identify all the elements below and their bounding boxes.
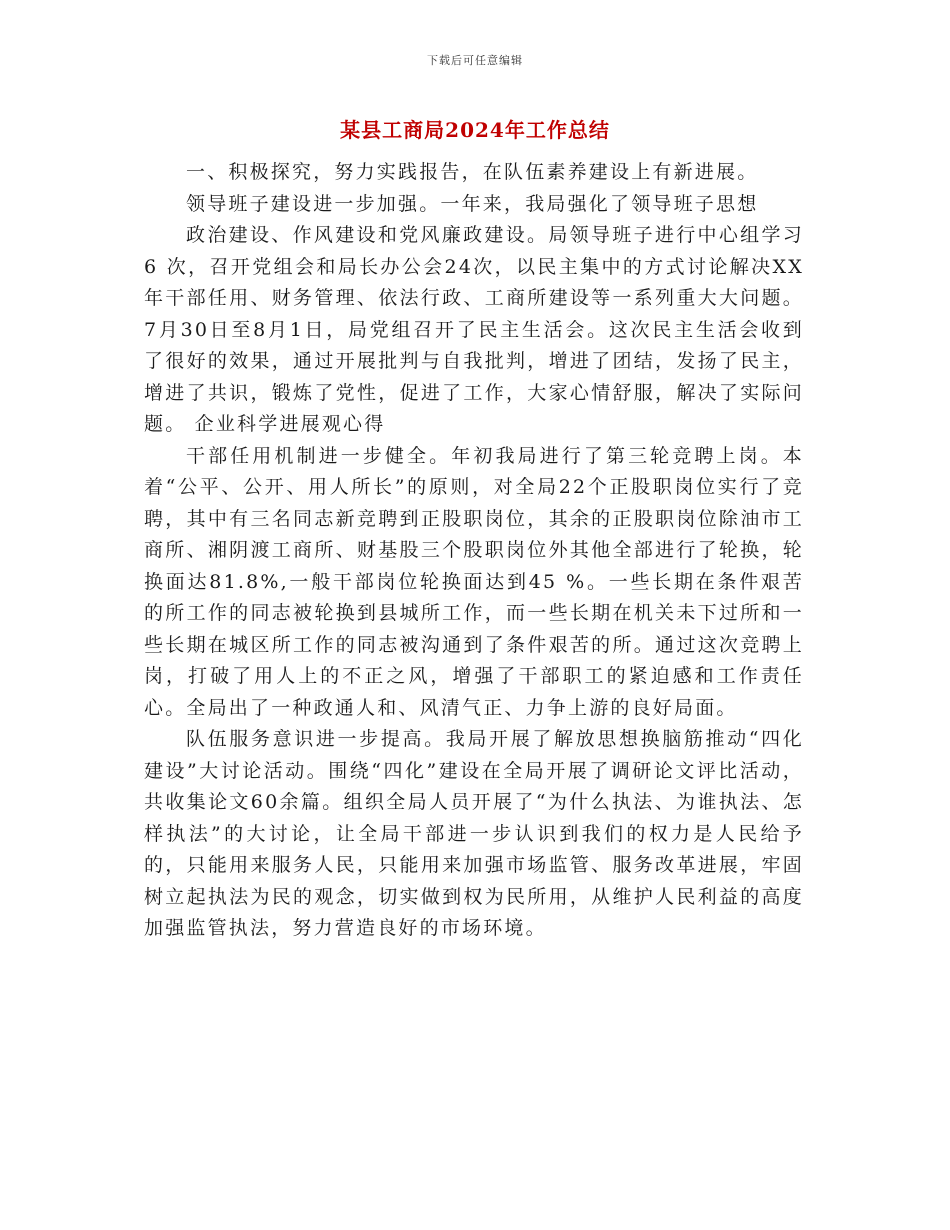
paragraph-section-heading: 一、积极探究，努力实践报告，在队伍素养建设上有新进展。 <box>186 161 759 183</box>
paragraph-leadership-intro: 领导班子建设进一步加强。一年来，我局强化了领导班子思想 <box>186 192 759 215</box>
paragraph-leadership-detail: 政治建设、作风建设和党风廉政建设。局领导班子进行中心组学习 6 次，召开党组会和局长办公会24次，以民主集中的方式讨论解决XX年干部任用、财务管理、依法行政、工商所建设等一系列重大大问题。7月30日至8月1日，局党组召开了民主生活会。这次民主生活会收到了很好的效果，通过开展批判与自我批判，增进了团结，发扬了民主，增进了共识，锻炼了党性，促进了工作，大家心情舒服，解决了实际问题。 企业科学进展观心得 <box>144 224 804 435</box>
paragraph-service-awareness: 队伍服务意识进一步提高。我局开展了解放思想换脑筋推动“四化建设”大讨论活动。围绕“四化”建设在全局开展了调研论文评比活动，共收集论文60余篇。组织全局人员开展了“为什么执法、为谁执法、怎样执法”的大讨论，让全局干部进一步认识到我们的权力是人民给予的，只能用来服务人民，只能用来加强市场监管、服务改革进展，牢固树立起执法为民的观念，切实做到权为民所用，从维护人民利益的高度加强监管执法，努力营造良好的市场环境。 <box>144 728 804 939</box>
header-note: 下载后可任意编辑 <box>427 54 523 67</box>
document-title: 某县工商局2024年工作总结 <box>340 118 610 142</box>
document-body <box>144 157 804 945</box>
paragraph-cadre-appointment: 干部任用机制进一步健全。年初我局进行了第三轮竞聘上岗。本着“公平、公开、用人所长”的原则，对全局22个正股职岗位实行了竞聘，其中有三名同志新竞聘到正股职岗位，其余的正股职岗位除油市工商所、湘阴渡工商所、财基股三个股职岗位外其他全部进行了轮换，轮换面达81.8%,一般干部岗位轮换面达到45 %。一些长期在条件艰苦的所工作的同志被轮换到县城所工作，而一些长期在机关未下过所和一些长期在城区所工作的同志被沟通到了条件艰苦的所。通过这次竞聘上岗，打破了用人上的不正之风，增强了干部职工的紧迫感和工作责任心。全局出了一种政通人和、风清气正、力争上游的良好局面。 <box>144 444 804 719</box>
